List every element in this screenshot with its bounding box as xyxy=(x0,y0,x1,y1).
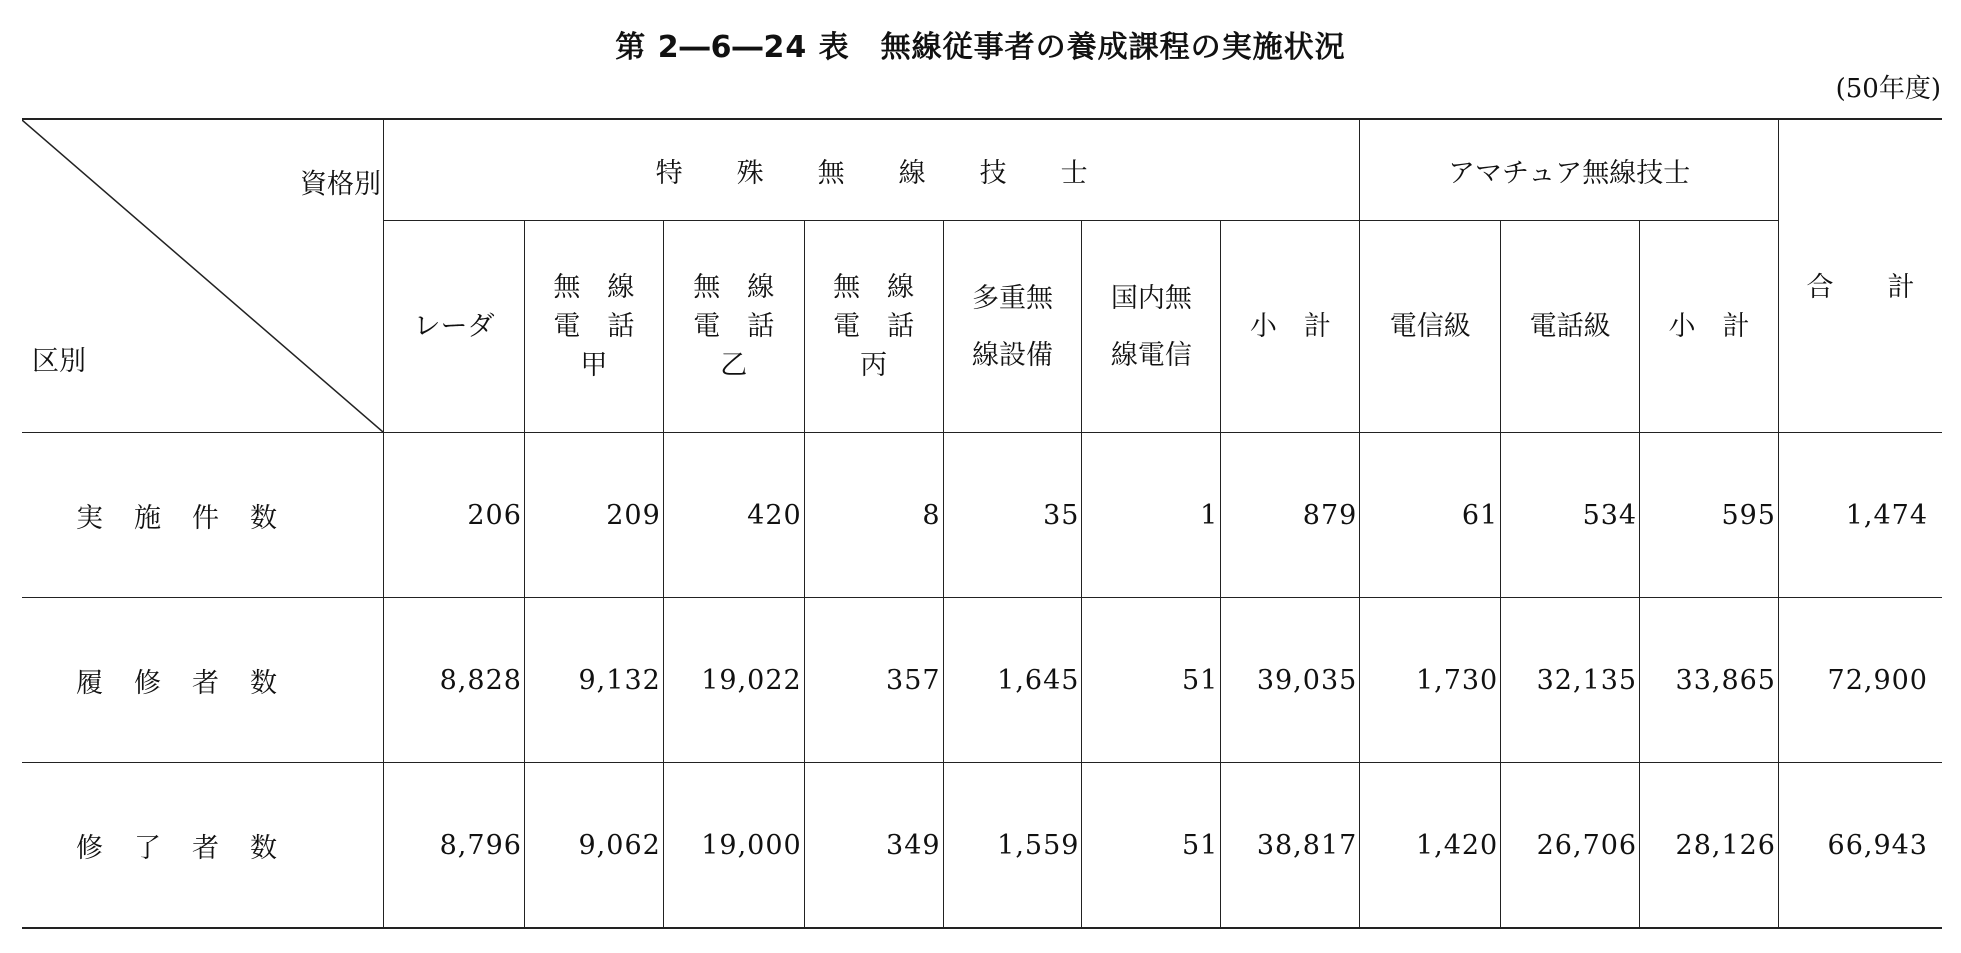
table-cell: 51 xyxy=(1082,598,1221,763)
col-header-amateur-subtotal: 小 計 xyxy=(1640,221,1779,433)
table-cell: 206 xyxy=(384,433,525,598)
col-header-radar: レーダ xyxy=(384,221,525,433)
fiscal-year-note: (50年度) xyxy=(1835,74,1941,104)
col-header-domestic-telegraph: 国内無 線電信 xyxy=(1082,221,1221,433)
table-cell: 35 xyxy=(943,433,1082,598)
total-header: 合 計 xyxy=(1779,119,1943,433)
table-cell: 420 xyxy=(663,433,804,598)
col-header-special-subtotal: 小 計 xyxy=(1221,221,1360,433)
table-cell-total: 1,474 xyxy=(1779,433,1943,598)
table-cell: 19,000 xyxy=(663,763,804,929)
table-cell: 1,420 xyxy=(1360,763,1501,929)
table-cell: 33,865 xyxy=(1640,598,1779,763)
col-header-telephone-class: 電話級 xyxy=(1501,221,1640,433)
table-cell: 879 xyxy=(1221,433,1360,598)
table-row xyxy=(22,433,1942,598)
table-cell: 357 xyxy=(804,598,943,763)
row-label: 履 修 者 数 xyxy=(22,598,384,763)
table-cell: 9,132 xyxy=(524,598,663,763)
group-header-special: 特 殊 無 線 技 士 xyxy=(384,119,1360,221)
table-cell: 349 xyxy=(804,763,943,929)
table-cell-total: 72,900 xyxy=(1779,598,1943,763)
table-cell: 9,062 xyxy=(524,763,663,929)
table-cell: 39,035 xyxy=(1221,598,1360,763)
table-cell: 19,022 xyxy=(663,598,804,763)
category-axis-label: 区別 xyxy=(32,346,86,377)
table-cell: 38,817 xyxy=(1221,763,1360,929)
table-cell: 595 xyxy=(1640,433,1779,598)
col-header-multiplex: 多重無 線設備 xyxy=(943,221,1082,433)
table-row xyxy=(22,598,1942,763)
table-cell: 1,645 xyxy=(943,598,1082,763)
table-cell: 1,730 xyxy=(1360,598,1501,763)
training-course-table xyxy=(22,118,1942,929)
row-label: 実 施 件 数 xyxy=(22,433,384,598)
table-cell: 51 xyxy=(1082,763,1221,929)
table-cell: 28,126 xyxy=(1640,763,1779,929)
table-cell-total: 66,943 xyxy=(1779,763,1943,929)
page-title: 第 2―6―24 表 無線従事者の養成課程の実施状況 xyxy=(615,30,1346,65)
table-cell: 534 xyxy=(1501,433,1640,598)
table-cell: 32,135 xyxy=(1501,598,1640,763)
qualification-axis-label: 資格別 xyxy=(300,169,381,200)
col-header-radiotelephone-a: 無 線 電 話 甲 xyxy=(524,221,663,433)
header-row-group xyxy=(22,119,1942,221)
table-cell: 8 xyxy=(804,433,943,598)
table-cell: 61 xyxy=(1360,433,1501,598)
table-cell: 8,796 xyxy=(384,763,525,929)
table-cell: 1,559 xyxy=(943,763,1082,929)
col-header-telegraph-class: 電信級 xyxy=(1360,221,1501,433)
table-cell: 1 xyxy=(1082,433,1221,598)
row-label: 修 了 者 数 xyxy=(22,763,384,929)
table-cell: 26,706 xyxy=(1501,763,1640,929)
col-header-radiotelephone-c: 無 線 電 話 丙 xyxy=(804,221,943,433)
table-cell: 209 xyxy=(524,433,663,598)
table-cell: 8,828 xyxy=(384,598,525,763)
corner-header-cell xyxy=(22,119,384,433)
group-header-amateur: アマチュア無線技士 xyxy=(1360,119,1779,221)
col-header-radiotelephone-b: 無 線 電 話 乙 xyxy=(663,221,804,433)
table-row xyxy=(22,763,1942,929)
